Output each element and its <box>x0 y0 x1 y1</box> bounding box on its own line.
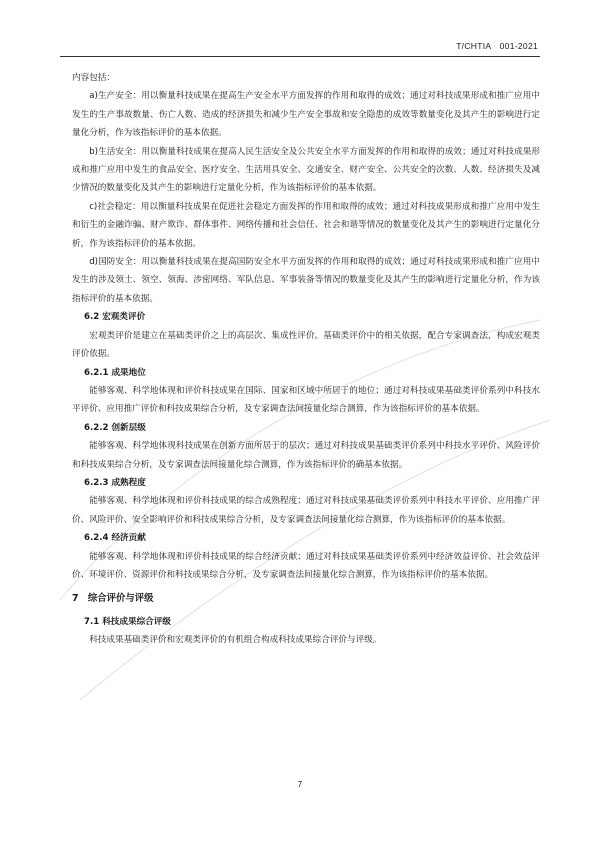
document-body <box>72 69 540 650</box>
section-7-1-body: 科技成果基础类评价和宏观类评价的有机组合构成科技成果综合评价与评级。 <box>89 635 382 646</box>
page-number: 7 <box>297 780 303 789</box>
item-social-stability: c)社会稳定：用以衡量科技成果在促进社会稳定方面发挥的作用和取得的成效；通过对科技成果形成和推广应用中发生和衍生的金融诈骗、财产欺诈、群体事件、网络传播和社会信任、社会和谐等情况的数量变化及其产生的影响进行定量化分析，作为该指标评价的基本依据。 <box>72 201 540 249</box>
section-6-2-4-title: 6.2.4 经济贡献 <box>84 533 146 544</box>
section-6-2-3-title: 6.2.3 成熟程度 <box>84 477 146 488</box>
item-production-safety: a)生产安全：用以衡量科技成果在提高生产安全水平方面发挥的作用和取得的成效；通过对科技成果形成和推广应用中发生的生产事故数量、伤亡人数、造成的经济损失和减少生产安全事故和安全隐患的成效等数量变化及其产生的影响进行定量化分析，作为该指标评价的基本依据。 <box>72 91 540 139</box>
section-6-2-2-body: 能够客观、科学地体现科技成果在创新方面所居于的层次；通过对科技成果基础类评价系列中科技水平评价、风险评价和科技成果综合分析，及专家调查法间接量化综合测算，作为该指标评价的确基本依据。 <box>72 441 540 470</box>
section-7-title: 7 综合评价与评级 <box>72 593 154 605</box>
section-6-2-body: 宏观类评价是建立在基础类评价之上的高层次、集成性评价。基础类评价中的相关依据，配合专家调查法，构成宏观类评价依据。 <box>72 330 540 360</box>
item-life-safety: b)生活安全：用以衡量科技成果在提高人民生活安全及公共安全水平方面发挥的作用和取得的成效；通过对科技成果形成和推广应用中发生的食品安全、医疗安全、生活用具安全、交通安全、财产安全、公共安全的次数、人数、经济损失及减少情况的数量变化及其产生的影响进行定量化分析，作为该指标评价的基本依据。 <box>72 146 540 194</box>
section-7-1-title: 7.1 科技成果综合评级 <box>84 616 171 627</box>
item-national-defense: d)国防安全：用以衡量科技成果在提高国防安全水平方面发挥的作用和取得的成效；通过对科技成果形成和推广应用中发生的涉及领土、领空、领海、涉密网络、军队信息、军事装备等情况的数量变化及其产生的影响进行定量化分析，作为该指标评价的基本依据。 <box>72 257 540 304</box>
section-6-2-title: 6.2 宏观类评价 <box>84 312 146 323</box>
section-6-2-1-title: 6.2.1 成果地位 <box>84 367 146 378</box>
intro-text: 内容包括： <box>72 73 115 83</box>
section-6-2-4-body: 能够客观、科学地体现和评价科技成果的综合经济贡献；通过对科技成果基础类评价系列中经济效益评价、社会效益评价、环境评价、资源评价和科技成果综合分析，及专家调查法间接量化综合测算，作为该指标评价的基本依据。 <box>72 551 540 580</box>
header-rule <box>60 56 540 57</box>
section-6-2-2-title: 6.2.2 创新层级 <box>84 422 146 433</box>
section-6-2-1-body: 能够客观、科学地体现和评价科技成果在国际、国家和区域中所居于的地位；通过对科技成果基础类评价系列中科技水平评价、应用推广评价和科技成果综合分析，及专家调查法间接量化综合测算，作为该指标评价的基本依据。 <box>72 385 540 415</box>
standard-code: T/CHTIA 001-2021 <box>456 41 538 51</box>
section-6-2-3-body: 能够客观、科学地体现和评价科技成果的综合成熟程度；通过对科技成果基础类评价系列中科技水平评价、应用推广评价、风险评价、安全影响评价和科技成果综合分析，及专家调查法间接量化综合测算，作为该指标评价的基本依据。 <box>72 496 540 525</box>
